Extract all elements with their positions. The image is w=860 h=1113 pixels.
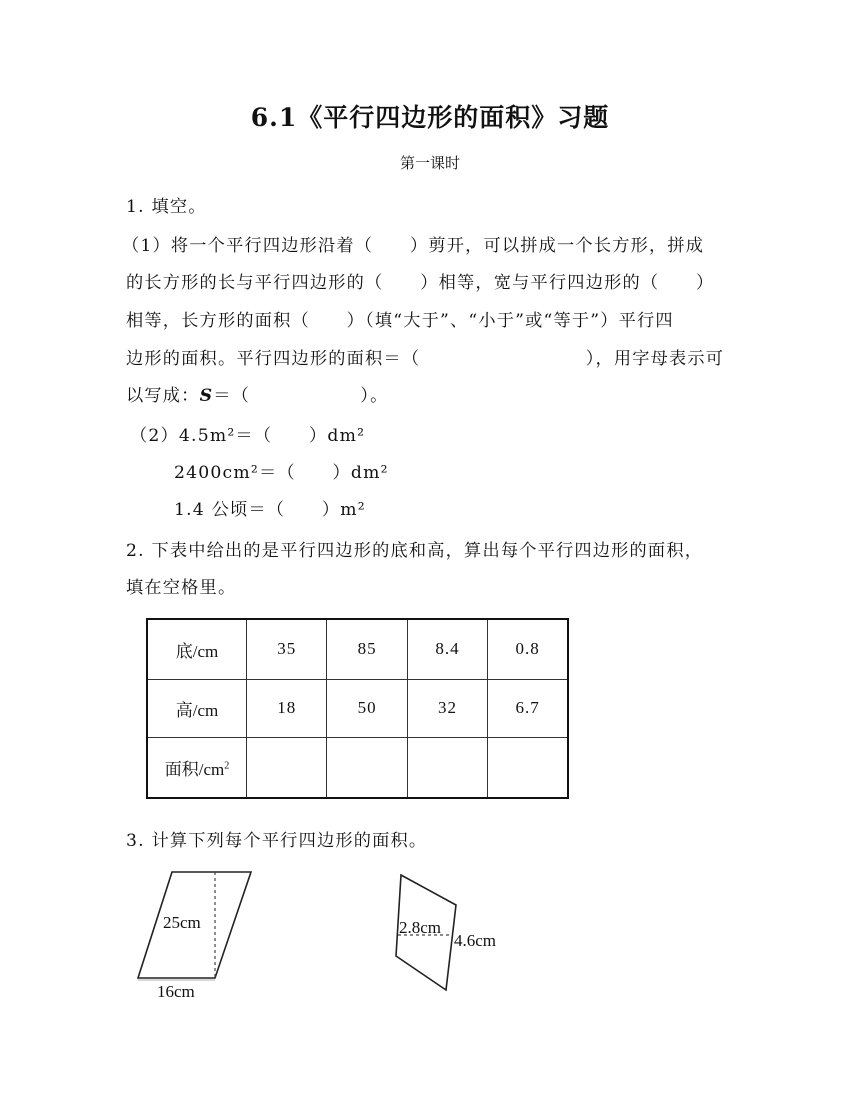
q1-part1-line2: 的长方形的长与平行四边形的（ ）相等，宽与平行四边形的（ ） [126,273,715,293]
area-label-text: 面积/cm [164,760,225,780]
area-label-sup: 2 [224,760,230,772]
row-label-base: 底/cm [147,619,247,679]
row-label-height: 高/cm [147,679,247,738]
height-cell: 50 [327,679,407,738]
lesson-subtitle: 第一课时 [399,154,460,172]
fig1-base-label: 16cm [157,982,195,1001]
q2-heading-line1: 2. 下表中给出的是平行四边形的底和高，算出每个平行四边形的面积， [126,541,704,561]
q1-part1-line3: 相等，长方形的面积（ ）（填“大于”、“小于”或“等于”）平行四 [126,311,674,331]
page-title: 6.1《平行四边形的面积》习题 [250,103,610,132]
q1-part1-line4: 边形的面积。平行四边形的面积＝（ ），用字母表示可 [126,349,725,369]
q1-part2-line3: 1.4 公顷＝（ ）m² [174,500,366,520]
base-cell: 85 [327,619,407,679]
q3-heading: 3. 计算下列每个平行四边形的面积。 [126,831,428,851]
q1-part2-line1: （2）4.5m²＝（ ）dm² [130,426,366,446]
fig2-side-label: 4.6cm [454,931,497,950]
formula-variable-s: S [199,386,214,406]
q1-line5-prefix: 以写成： [126,386,200,406]
base-cell: 35 [247,619,327,679]
height-cell: 6.7 [488,679,568,738]
height-cell: 18 [247,679,327,738]
fig2-height-label: 2.8cm [399,918,442,937]
q1-part2-line2: 2400cm²＝（ ）dm² [174,463,389,483]
q1-line5-suffix: ＝（ ）。 [213,386,389,406]
fig1-height-label: 25cm [163,913,201,932]
q1-part1-line1: （1）将一个平行四边形沿着（ ）剪开，可以拼成一个长方形，拼成 [122,236,705,256]
q1-heading: 1. 填空。 [126,197,207,217]
height-cell: 32 [407,679,487,738]
base-cell: 0.8 [488,619,568,679]
base-cell: 8.4 [407,619,487,679]
q2-heading-line2: 填在空格里。 [126,578,237,598]
